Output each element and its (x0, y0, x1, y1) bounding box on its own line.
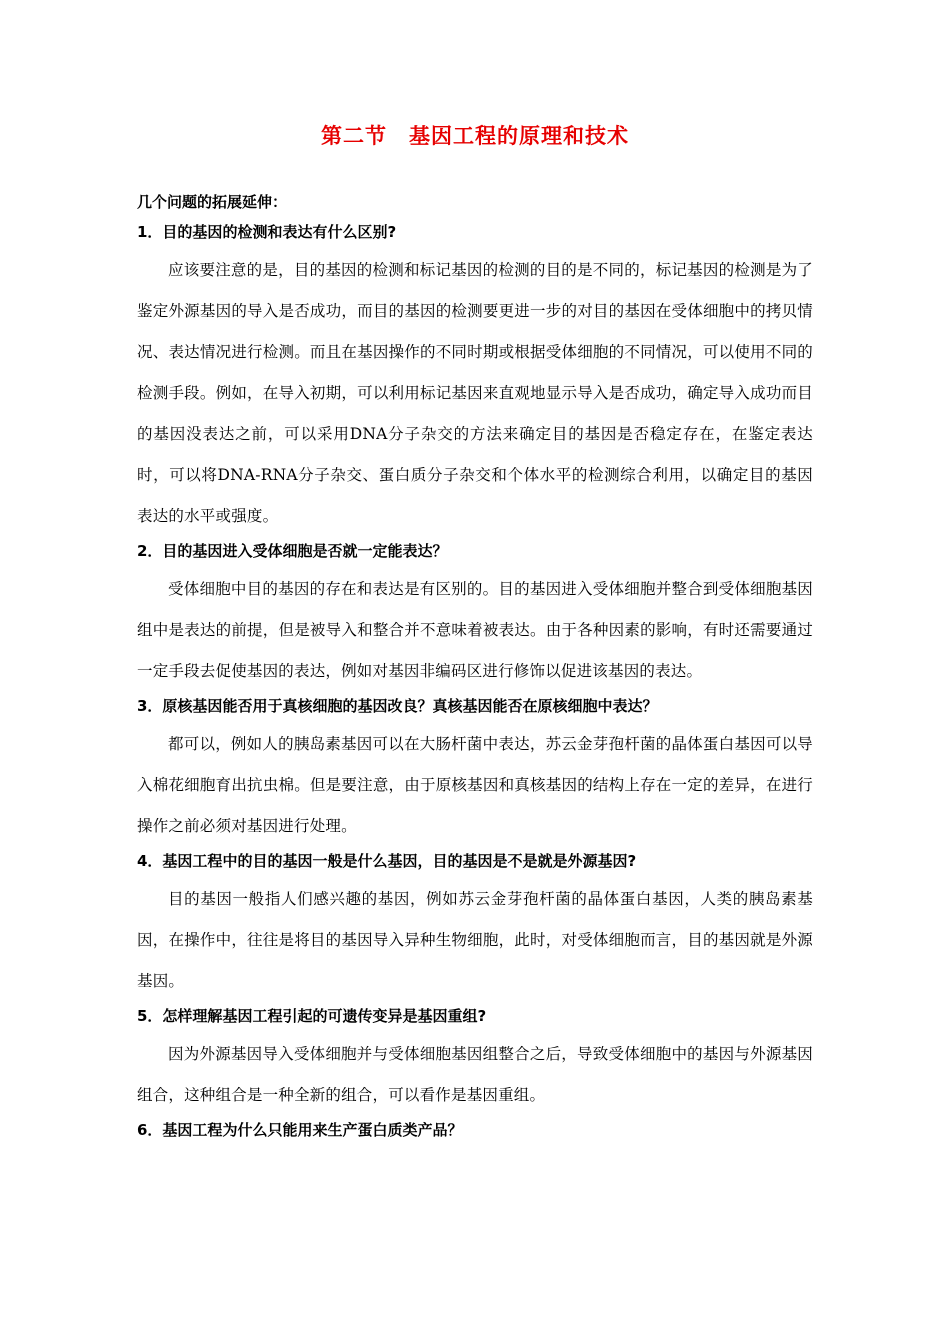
qa-item-3 (137, 694, 813, 847)
qa-item-1 (137, 220, 813, 537)
question-heading: 2．目的基因进入受体细胞是否就一定能表达？ (137, 542, 448, 560)
answer-paragraph: 受体细胞中目的基因的存在和表达是有区别的。目的基因进入受体细胞并整合到受体细胞基因组中是表达的前提，但是被导入和整合并不意味着被表达。由于各种因素的影响，有时还需要通过一定手段去促使基因的表达，例如对基因非编码区进行修饰以促进该基因的表达。 (137, 580, 813, 680)
question-heading: 6．基因工程为什么只能用来生产蛋白质类产品？ (137, 1121, 463, 1139)
question-heading: 1．目的基因的检测和表达有什么区别? (137, 223, 397, 241)
answer-paragraph: 应该要注意的是，目的基因的检测和标记基因的检测的目的是不同的，标记基因的检测是为了鉴定外源基因的导入是否成功，而目的基因的检测要更进一步的对目的基因在受体细胞中的拷贝情况、表达情况进行检测。而且在基因操作的不同时期或根据受体细胞的不同情况，可以使用不同的检测手段。例如，在导入初期，可以利用标记基因来直观地显示导入是否成功，确定导入成功而目的基因没表达之前，可以采用DNA分子杂交的方法来确定目的基因是否稳定存在，在鉴定表达时，可以将DNA-RNA分子杂交、蛋白质分子杂交和个体水平的检测综合利用，以确定目的基因表达的水平或强度。 (137, 261, 813, 525)
page-title: 第二节 基因工程的原理和技术 (321, 124, 629, 148)
qa-item-4 (137, 849, 813, 1002)
answer-paragraph: 都可以，例如人的胰岛素基因可以在大肠杆菌中表达，苏云金芽孢杆菌的晶体蛋白基因可以导入棉花细胞育出抗虫棉。但是要注意，由于原核基因和真核基因的结构上存在一定的差异，在进行操作之前必须对基因进行处理。 (137, 735, 813, 835)
question-heading: 5．怎样理解基因工程引起的可遗传变异是基因重组? (137, 1007, 487, 1025)
answer-paragraph: 因为外源基因导入受体细胞并与受体细胞基因组整合之后，导致受体细胞中的基因与外源基因组合，这种组合是一种全新的组合，可以看作是基因重组。 (137, 1045, 813, 1104)
question-heading: 3．原核基因能否用于真核细胞的基因改良？真核基因能否在原核细胞中表达？ (137, 697, 658, 715)
qa-item-2 (137, 539, 813, 692)
qa-item-6 (137, 1118, 813, 1142)
answer-paragraph: 目的基因一般指人们感兴趣的基因，例如苏云金芽孢杆菌的晶体蛋白基因，人类的胰岛素基因，在操作中，往往是将目的基因导入异种生物细胞，此时，对受体细胞而言，目的基因就是外源基因。 (137, 890, 813, 990)
question-heading: 4．基因工程中的目的基因一般是什么基因，目的基因是不是就是外源基因? (137, 852, 637, 870)
section-subheading: 几个问题的拓展延伸： (137, 193, 288, 211)
document-body (137, 190, 813, 1148)
qa-item-5 (137, 1004, 813, 1116)
